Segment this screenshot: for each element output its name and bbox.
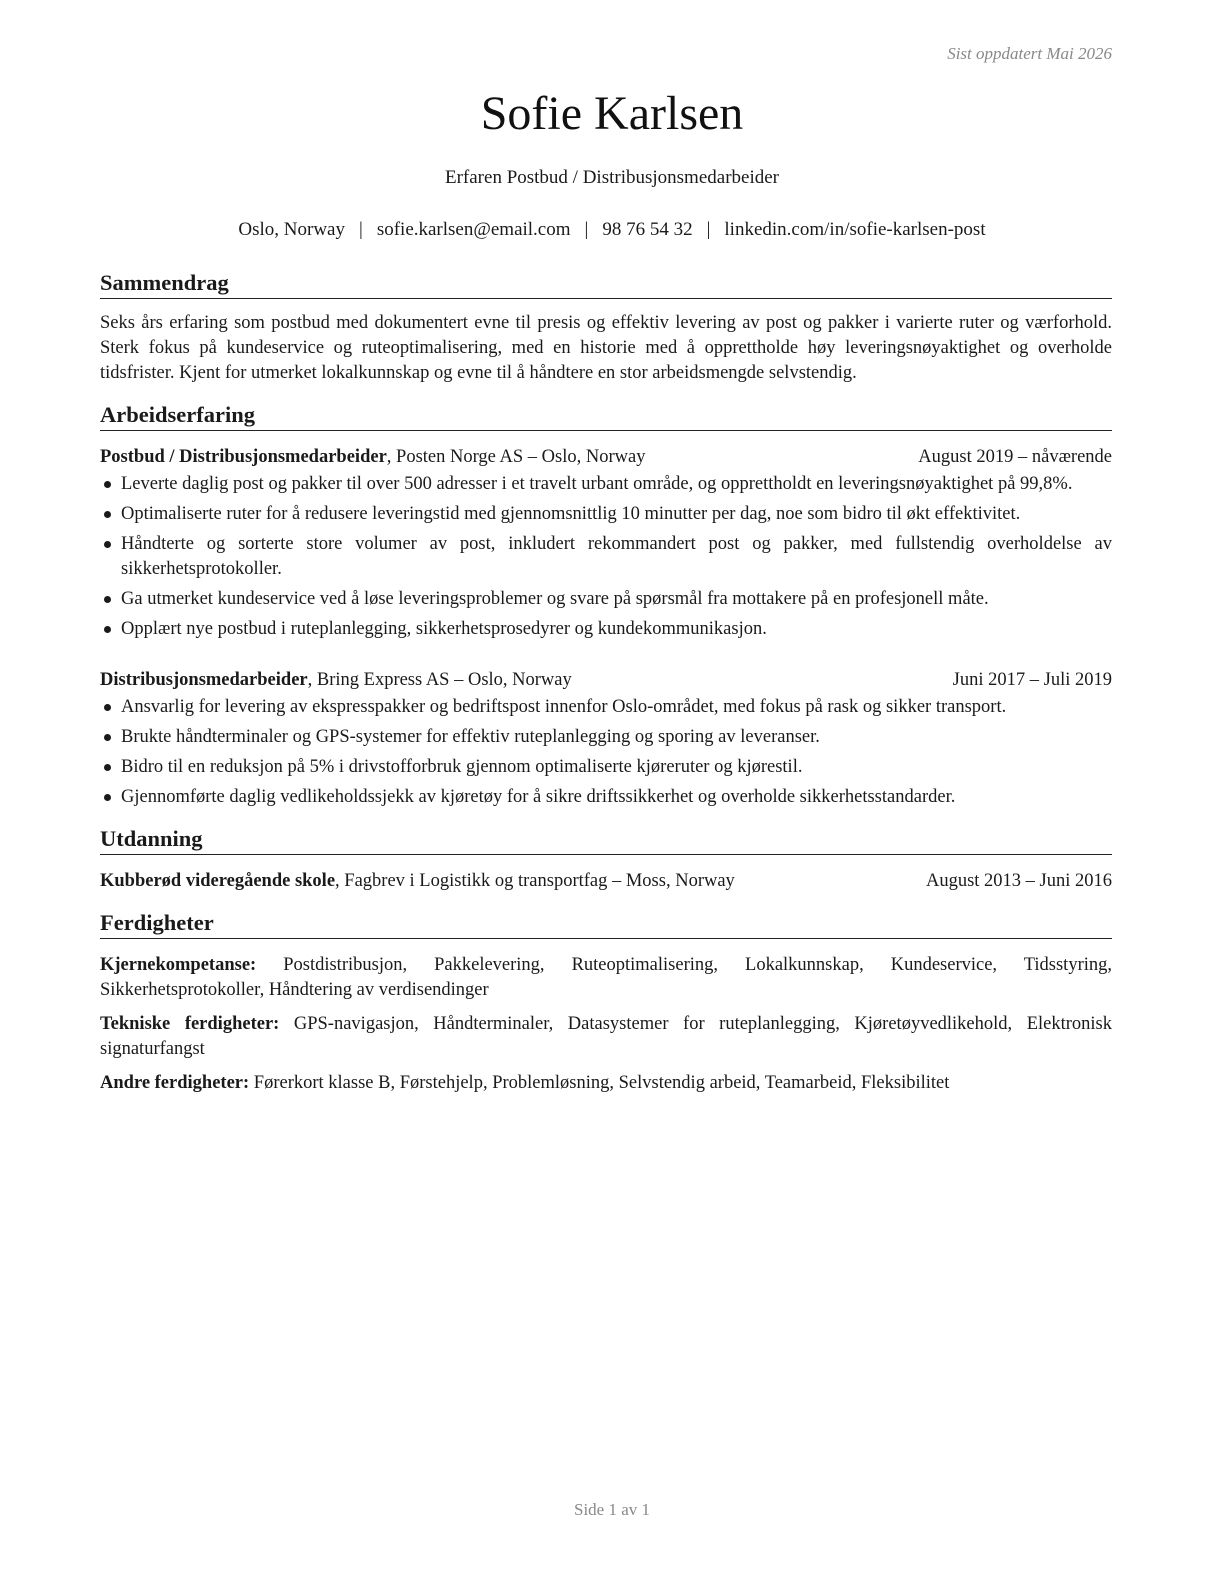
education-heading: Utdanning xyxy=(100,824,1112,855)
experience-heading: Arbeidserfaring xyxy=(100,400,1112,431)
skill-group xyxy=(100,1071,1112,1096)
skill-group xyxy=(100,1012,1112,1062)
job-bullet: Gjennomførte daglig vedlikeholdssjekk av kjøretøy for å sikre driftssikkerhet og overholde sikkerhetsstandarder. xyxy=(100,785,1112,810)
experience-section xyxy=(100,400,1112,810)
education-entry xyxy=(100,869,1112,894)
candidate-name: Sofie Karlsen xyxy=(480,87,744,140)
job-bullet: Optimaliserte ruter for å redusere leveringstid med gjennomsnittlig 10 minutter per dag, noe som bidro til økt effektivitet. xyxy=(100,502,1112,527)
skills-section xyxy=(100,908,1112,1096)
education-section xyxy=(100,824,1112,894)
job-bullet: Bidro til en reduksjon på 5% i drivstofforbruk gjennom optimaliserte kjøreruter og kjørestil. xyxy=(100,755,1112,780)
resume-content xyxy=(100,268,1112,1096)
job-bullet: Brukte håndterminaler og GPS-systemer for effektiv ruteplanlegging og sporing av leveranser. xyxy=(100,725,1112,750)
job-title: Distribusjonsmedarbeider xyxy=(100,670,308,690)
summary-text: Seks års erfaring som postbud med dokumentert evne til presis og effektiv levering av post og pakker i varierte ruter og værforhold. Sterk fokus på kundeservice og ruteoptimalisering, med en historie med å opprettholde høy leveringsnøyaktighet og overholde tidsfrister. Kjent for utmerket lokalkunnskap og evne til å håndtere en stor arbeidsmengde selvstendig. xyxy=(100,313,1112,383)
contact-separator: | xyxy=(706,219,711,240)
skill-label: Andre ferdigheter: xyxy=(100,1073,250,1093)
job-bullet: Opplært nye postbud i ruteplanlegging, sikkerhetsprosedyrer og kundekommunikasjon. xyxy=(100,617,1112,642)
skill-list: Postdistribusjon, Pakkelevering, Ruteoptimalisering, Lokalkunnskap, Kundeservice, Tidsstyring, Sikkerhetsprotokoller, Håndtering av verdisendinger xyxy=(100,955,1112,1000)
job-dates: August 2019 – nåværende xyxy=(918,447,1112,467)
education-school: Kubberød videregående skole xyxy=(100,871,336,891)
contact-separator: | xyxy=(359,219,363,240)
education-dates: August 2013 – Juni 2016 xyxy=(925,871,1112,891)
job-bullet: Ansvarlig for levering av ekspresspakker og bedriftspost innenfor Oslo-området, med fokus på rask og sikker transport. xyxy=(100,695,1112,720)
summary-section xyxy=(100,268,1112,386)
skill-list: GPS-navigasjon, Håndterminaler, Datasystemer for ruteplanlegging, Kjøretøyvedlikehold, Elektronisk signaturfangst xyxy=(100,1014,1112,1059)
job-dates: Juni 2017 – Juli 2019 xyxy=(952,670,1112,690)
job-title: Postbud / Distribusjonsmedarbeider xyxy=(100,447,387,467)
education-line xyxy=(100,869,735,894)
page-number: Side 1 av 1 xyxy=(573,1500,651,1519)
job-bullet: Leverte daglig post og pakker til over 500 adresser i et travelt urbant område, og opprettholdt en leveringsnøyaktighet på 99,8%. xyxy=(100,472,1112,497)
skill-label: Kjernekompetanse: xyxy=(100,955,257,975)
skill-group xyxy=(100,953,1112,1003)
job-header xyxy=(100,445,1112,470)
contact-email[interactable]: sofie.karlsen@email.com xyxy=(376,219,571,240)
job-bullets xyxy=(100,472,1112,642)
contact-phone: 98 76 54 32 xyxy=(602,219,693,240)
job-bullet: Håndterte og sorterte store volumer av post, inkludert rekommandert post og pakker, med fullstendig overholdelse av sikkerhetsprotokoller. xyxy=(100,532,1112,582)
education-detail: , Fagbrev i Logistikk og transportfag – Moss, Norway xyxy=(335,871,735,891)
skill-list: Førerkort klasse B, Førstehjelp, Problemløsning, Selvstendig arbeid, Teamarbeid, Fleksibilitet xyxy=(249,1073,950,1093)
contact-linkedin[interactable]: linkedin.com/in/sofie-karlsen-post xyxy=(724,219,986,240)
job-entry xyxy=(100,445,1112,642)
job-company: , Posten Norge AS – Oslo, Norway xyxy=(386,447,646,467)
job-entry xyxy=(100,668,1112,810)
job-bullet: Ga utmerket kundeservice ved å løse leveringsproblemer og svare på spørsmål fra mottakere på en profesjonell måte. xyxy=(100,587,1112,612)
job-role-line xyxy=(100,668,572,693)
candidate-title: Erfaren Postbud / Distribusjonsmedarbeider xyxy=(444,167,779,188)
summary-heading: Sammendrag xyxy=(100,268,1112,299)
contact-location: Oslo, Norway xyxy=(238,219,345,240)
last-updated: Sist oppdatert Mai 2026 xyxy=(947,44,1112,63)
skill-label: Tekniske ferdigheter: xyxy=(100,1014,280,1034)
job-role-line xyxy=(100,445,645,470)
job-company: , Bring Express AS – Oslo, Norway xyxy=(307,670,572,690)
job-bullets xyxy=(100,695,1112,810)
contact-line xyxy=(0,219,1224,241)
contact-separator: | xyxy=(584,219,589,240)
skills-heading: Ferdigheter xyxy=(100,908,1112,939)
job-header xyxy=(100,668,1112,693)
